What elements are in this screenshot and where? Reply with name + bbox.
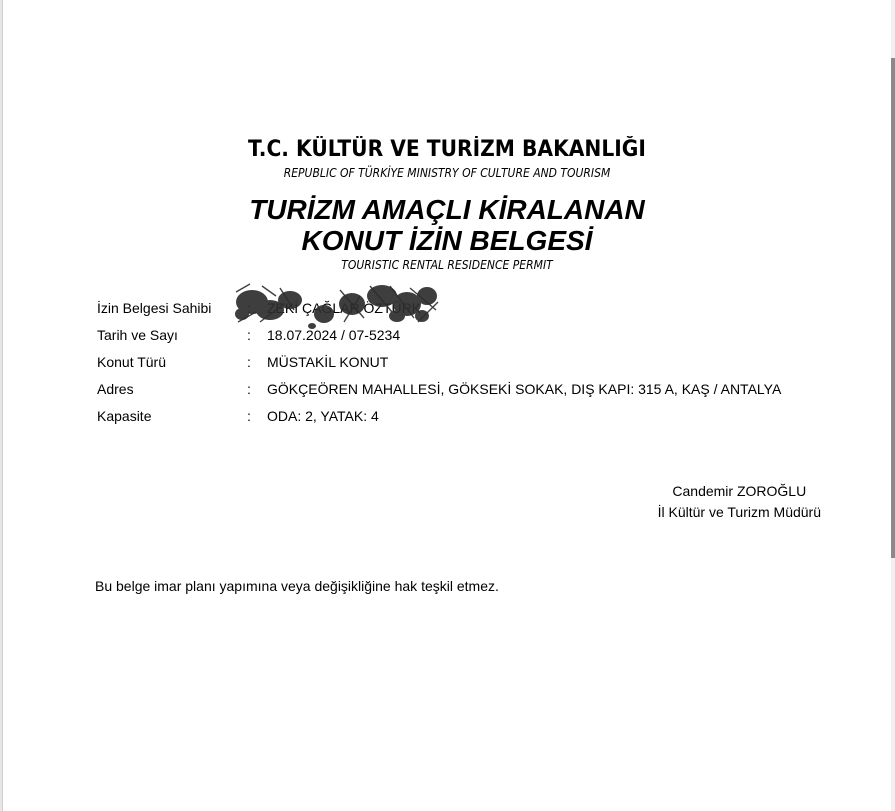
field-row-address [97,377,857,404]
signature-block [658,481,821,523]
signatory-title: İl Kültür ve Turizm Müdürü [657,504,821,520]
field-value-capacity: ODA: 2, YATAK: 4 [267,408,379,424]
field-label: İzin Belgesi Sahibi [97,300,212,316]
signatory-name: Candemir ZOROĞLU [672,483,807,499]
document-page [2,0,891,811]
field-colon: : [247,408,251,424]
ministry-title-en: REPUBLIC OF TÜRKİYE MINISTRY OF CULTURE AND TOURISM [283,166,611,180]
field-colon: : [247,354,251,370]
field-value-owner: ÖZTÜRK [363,300,422,316]
field-row-owner [97,296,857,323]
field-value-type: MÜSTAKİL KONUT [267,354,389,370]
field-label: Tarih ve Sayı [97,327,178,343]
field-row-type [97,350,857,377]
field-label: Adres [97,381,134,397]
field-colon: : [247,381,251,397]
field-row-capacity [97,404,857,431]
field-value-date: 18.07.2024 / 07-5234 [267,327,401,343]
field-label: Konut Türü [97,354,167,370]
permit-fields [97,296,857,431]
field-value-address: GÖKÇEÖREN MAHALLESİ, GÖKSEKİ SOKAK, DIŞ KAPI: 315 A, KAŞ / ANTALYA [267,381,782,397]
scrollbar-thumb[interactable] [891,58,895,558]
permit-title-en: TOURISTIC RENTAL RESIDENCE PERMIT [341,258,553,272]
footer-note: Bu belge imar planı yapımına veya değişikliğine hak teşkil etmez. [95,578,499,594]
field-label: Kapasite [97,408,152,424]
field-colon: : [247,327,251,343]
permit-title-line2: KONUT İZİN BELGESİ [301,225,593,256]
field-row-date [97,323,857,350]
ministry-title-tr: T.C. KÜLTÜR VE TURİZM BAKANLIĞI [248,137,646,162]
permit-title-line1: TURİZM AMAÇLI KİRALANAN [249,194,645,225]
